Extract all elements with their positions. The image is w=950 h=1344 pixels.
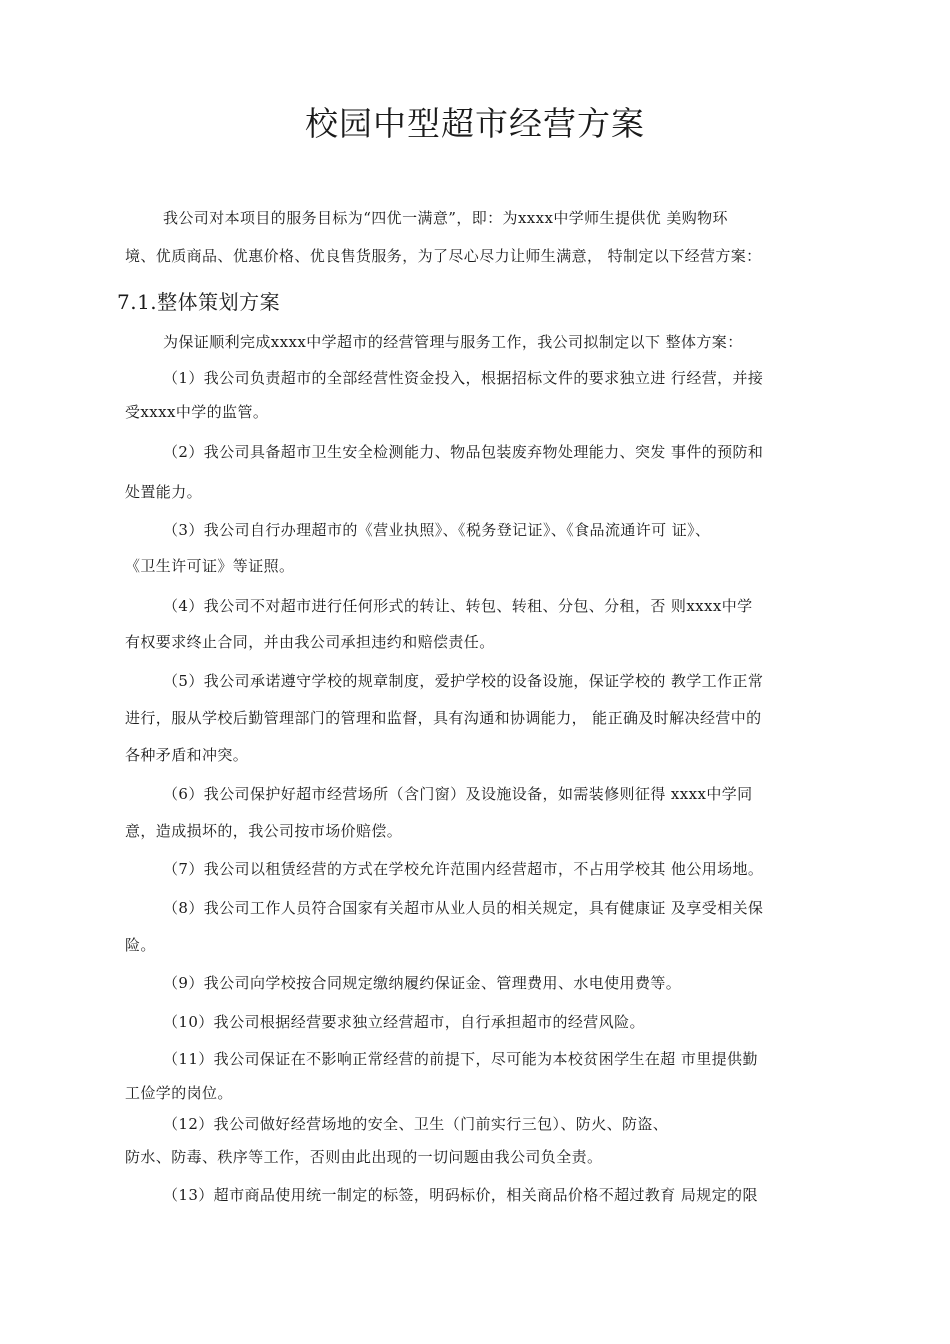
paragraph-line: （12）我公司做好经营场地的安全、卫生（门前实行三包）、防火、防盗、	[163, 1115, 669, 1133]
paragraph-line: 防水、防毒、秩序等工作，否则由此出现的一切问题由我公司负全责。	[125, 1148, 603, 1166]
paragraph-line: 处置能力。	[125, 483, 203, 501]
intro-line: 我公司对本项目的服务目标为“四优一满意”，即：为xxxx中学师生提供优 美购物环	[163, 209, 728, 227]
paragraph-line: 受xxxx中学的监管。	[125, 403, 269, 421]
paragraph-line: 进行，服从学校后勤管理部门的管理和监督，具有沟通和协调能力， 能正确及时解决经营中的	[125, 709, 762, 727]
paragraph-line: （9）我公司向学校按合同规定缴纳履约保证金、管理费用、水电使用费等。	[163, 974, 682, 992]
paragraph-line: （5）我公司承诺遵守学校的规章制度，爱护学校的设备设施，保证学校的 教学工作正常	[163, 672, 764, 690]
paragraph-line: （11）我公司保证在不影响正常经营的前提下，尽可能为本校贫困学生在超 市里提供勤	[163, 1050, 758, 1068]
paragraph-line: （2）我公司具备超市卫生安全检测能力、物品包装废弃物处理能力、突发 事件的预防和	[163, 443, 764, 461]
paragraph-line: （10）我公司根据经营要求独立经营超市，自行承担超市的经营风险。	[163, 1013, 645, 1031]
paragraph-line: （3）我公司自行办理超市的《营业执照》、《税务登记证》、《食品流通许可 证》、	[163, 521, 711, 539]
paragraph-line: 《卫生许可证》等证照。	[125, 557, 295, 575]
paragraph-line: （8）我公司工作人员符合国家有关超市从业人员的相关规定，具有健康证 及享受相关保	[163, 899, 764, 917]
paragraph-line: 意，造成损坏的，我公司按市场价赔偿。	[125, 822, 403, 840]
paragraph-line: （6）我公司保护好超市经营场所（含门窗）及设施设备，如需装修则征得 xxxx中学同	[163, 785, 753, 803]
paragraph-line: （1）我公司负责超市的全部经营性资金投入，根据招标文件的要求独立进 行经营，并接	[163, 369, 764, 387]
section-intro: 为保证顺利完成xxxx中学超市的经营管理与服务工作，我公司拟制定以下 整体方案：	[163, 333, 743, 351]
section-heading: 7.1.整体策划方案	[117, 290, 281, 314]
paragraph-line: 工俭学的岗位。	[125, 1084, 233, 1102]
paragraph-line: 险。	[125, 936, 156, 954]
intro-line: 境、优质商品、优惠价格、优良售货服务，为了尽心尽力让师生满意， 特制定以下经营方案：	[125, 247, 762, 265]
paragraph-line: （4）我公司不对超市进行任何形式的转让、转包、转租、分包、分租，否 则xxxx中学	[163, 597, 753, 615]
document-title: 校园中型超市经营方案	[305, 104, 645, 143]
paragraph-line: （7）我公司以租赁经营的方式在学校允许范围内经营超市，不占用学校其 他公用场地。	[163, 860, 764, 878]
paragraph-line: （13）超市商品使用统一制定的标签，明码标价，相关商品价格不超过教育 局规定的限	[163, 1186, 758, 1204]
paragraph-line: 各种矛盾和冲突。	[125, 746, 249, 764]
paragraph-line: 有权要求终止合同，并由我公司承担违约和赔偿责任。	[125, 633, 495, 651]
